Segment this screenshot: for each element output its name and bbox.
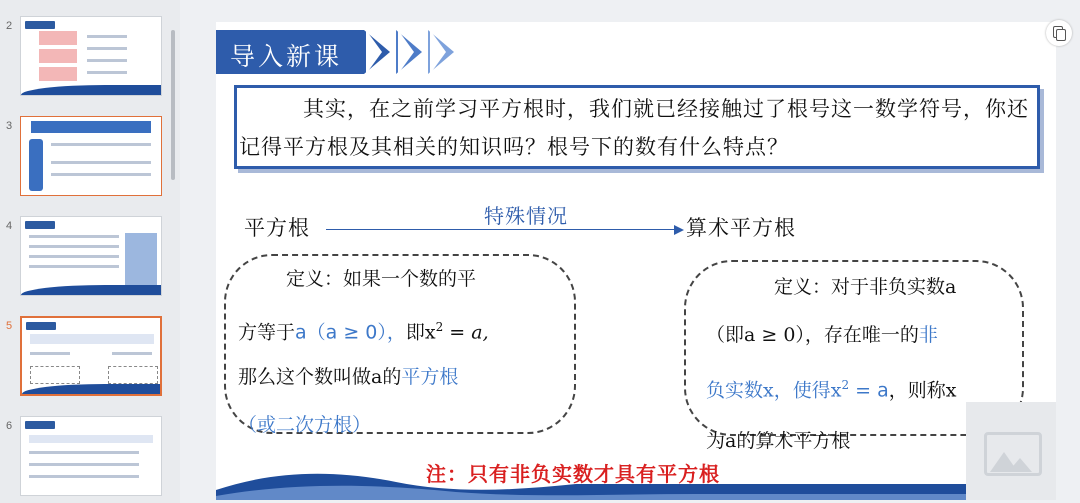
section-header: [216, 30, 364, 74]
def-right-line1: 定义：对于非负实数a: [774, 276, 957, 298]
thumb-number: 2: [6, 20, 13, 32]
def-left-line4: （或二次方根）: [238, 414, 372, 436]
chevron-icon: [428, 30, 454, 74]
thumb-number: 5: [6, 320, 13, 332]
chevron-icon: [364, 30, 390, 74]
relation-arrow: [326, 229, 678, 230]
slide-canvas: [216, 22, 1056, 500]
thumb-number: 6: [6, 420, 13, 432]
intro-question-text: 其实，在之前学习平方根时，我们就已经接触过了根号这一数学符号，你还记得平方根及其相关的知识吗？根号下的数有什么特点？: [239, 97, 1029, 159]
copy-icon[interactable]: [1046, 20, 1072, 46]
slide-thumbnail[interactable]: [20, 416, 162, 496]
arrow-label: 特殊情况: [484, 204, 568, 228]
note-text: 注：只有非负实数才具有平方根: [426, 462, 720, 486]
slide-thumbnail-active[interactable]: [20, 316, 162, 396]
term-square-root: 平方根: [244, 216, 310, 240]
intro-question-box: [234, 85, 1040, 169]
thumb-number: 3: [6, 120, 13, 132]
def-left-line1: 定义：如果一个数的平: [286, 268, 477, 290]
image-placeholder-icon[interactable]: [966, 402, 1056, 500]
def-left-line2: 方等于a（a ≥ 0），即$x^2 = a$,: [238, 320, 489, 344]
def-right-line4: 为a的算术平方根: [706, 430, 851, 452]
chevron-icon: [396, 30, 422, 74]
slide-thumbnail[interactable]: [20, 16, 162, 96]
section-title: 导入新课: [230, 42, 343, 71]
def-right-line2: （即a ≥ 0），存在唯一的非: [706, 324, 938, 346]
arrow-head-icon: [674, 225, 684, 235]
def-left-line3: 那么这个数叫做a的平方根: [238, 366, 459, 388]
term-arithmetic-square-root: 算术平方根: [686, 216, 796, 240]
thumb-number: 4: [6, 220, 13, 232]
def-right-line3: 负实数x，使得$x^2 = a$，则称x: [706, 378, 957, 402]
slide-thumbnail[interactable]: [20, 216, 162, 296]
thumbnail-scrollbar[interactable]: [171, 30, 175, 180]
slide-thumbnail[interactable]: [20, 116, 162, 196]
slide-thumbnail-panel: [0, 0, 180, 503]
